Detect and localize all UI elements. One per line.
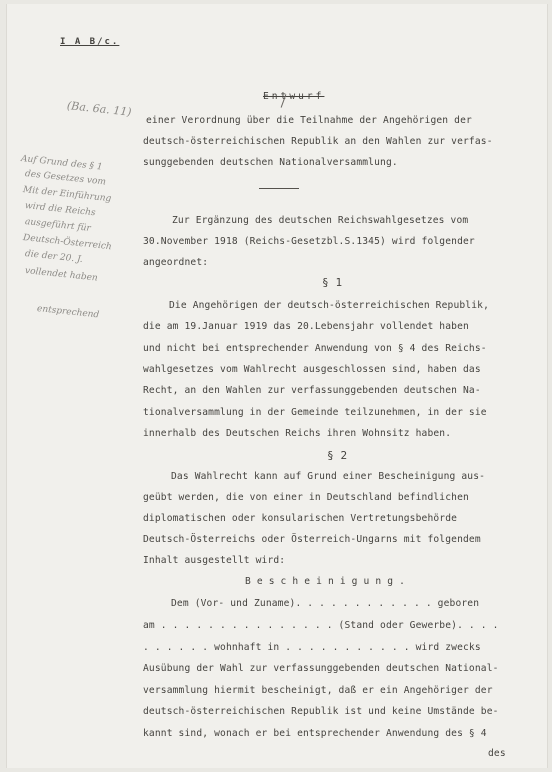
section-heading: § 1 bbox=[322, 276, 343, 289]
margin-handwriting-line: vollendet haben bbox=[24, 266, 99, 284]
margin-handwriting-line: wird die Reichs bbox=[24, 201, 96, 219]
certificate-heading: B e s c h e i n i g u n g . bbox=[245, 576, 405, 587]
text-line: kannt sind, wonach er bei entsprechender Anwendung des § 4 bbox=[143, 728, 487, 739]
section-heading: § 2 bbox=[327, 449, 348, 462]
text-line: deutsch-österreichischen Republik ist und keine Umstände be- bbox=[143, 706, 499, 717]
text-line: die am 19.Januar 1919 das 20.Lebensjahr vollendet haben bbox=[143, 321, 469, 332]
text-line: am . . . . . . . . . . . . . . . (Stand oder Gewerbe). . . . bbox=[143, 620, 499, 631]
text-line: diplomatischen oder konsularischen Vertretungsbehörde bbox=[143, 513, 458, 524]
margin-handwriting-line: die der 20. J. bbox=[24, 249, 84, 266]
draft-title: Entwurf bbox=[263, 91, 325, 102]
text-line: und nicht bei entsprechender Anwendung von § 4 des Reichs- bbox=[143, 343, 487, 354]
text-line: Dem (Vor- und Zuname). . . . . . . . . . . . geboren bbox=[171, 598, 480, 609]
text-line: . . . . . . wohnhaft in . . . . . . . . . . . wird zwecks bbox=[143, 642, 481, 653]
reference-number: I A B/c. bbox=[60, 37, 120, 47]
text-line: Ausübung der Wahl zur verfassunggebenden deutschen National- bbox=[143, 663, 499, 674]
separator-rule bbox=[259, 188, 299, 189]
text-line: Recht, an den Wahlen zur verfassunggebenden deutschen Na- bbox=[143, 385, 481, 396]
text-line: innerhalb des Deutschen Reichs ihren Wohnsitz haben. bbox=[143, 428, 452, 439]
text-line: Deutsch-Österreichs oder Österreich-Ungarns mit folgendem bbox=[143, 534, 481, 545]
text-line: Das Wahlrecht kann auf Grund einer Bescheinigung aus- bbox=[171, 471, 486, 482]
text-line: Zur Ergänzung des deutschen Reichswahlgesetzes vom bbox=[172, 215, 469, 226]
text-line: wahlgesetzes vom Wahlrecht ausgeschlossen sind, haben das bbox=[143, 364, 481, 375]
margin-handwriting-line: ausgeführt für bbox=[24, 217, 92, 234]
margin-handwriting-line: des Gesetzes vom bbox=[24, 169, 107, 188]
document-page bbox=[6, 4, 548, 768]
text-line: des bbox=[488, 748, 506, 759]
margin-handwriting-line: entsprechend bbox=[36, 304, 100, 321]
margin-handwriting-line: Mit der Einführung bbox=[22, 185, 112, 205]
text-line: sunggebenden deutschen Nationalversammlung. bbox=[143, 157, 398, 168]
text-line: tionalversammlung in der Gemeinde teilzunehmen, in der sie bbox=[143, 407, 487, 418]
text-line: deutsch-österreichischen Republik an den Wahlen zur verfas- bbox=[143, 136, 493, 147]
text-line: einer Verordnung über die Teilnahme der Angehörigen der bbox=[146, 115, 472, 126]
text-line: versammlung hiermit bescheinigt, daß er ein Angehöriger der bbox=[143, 685, 493, 696]
text-line: 30.November 1918 (Reichs-Gesetzbl.S.1345) wird folgender bbox=[143, 236, 475, 247]
text-line: geübt werden, die von einer in Deutschland befindlichen bbox=[143, 492, 469, 503]
text-line: angeordnet: bbox=[143, 257, 209, 268]
text-line: Inhalt ausgestellt wird: bbox=[143, 555, 286, 566]
margin-handwriting-line: Auf Grund des § 1 bbox=[20, 154, 103, 173]
text-line: Die Angehörigen der deutsch-österreichischen Republik, bbox=[169, 300, 489, 311]
margin-note: (Ba. 6a. 11) bbox=[66, 99, 133, 119]
margin-handwriting-line: Deutsch-Österreich bbox=[22, 233, 113, 253]
